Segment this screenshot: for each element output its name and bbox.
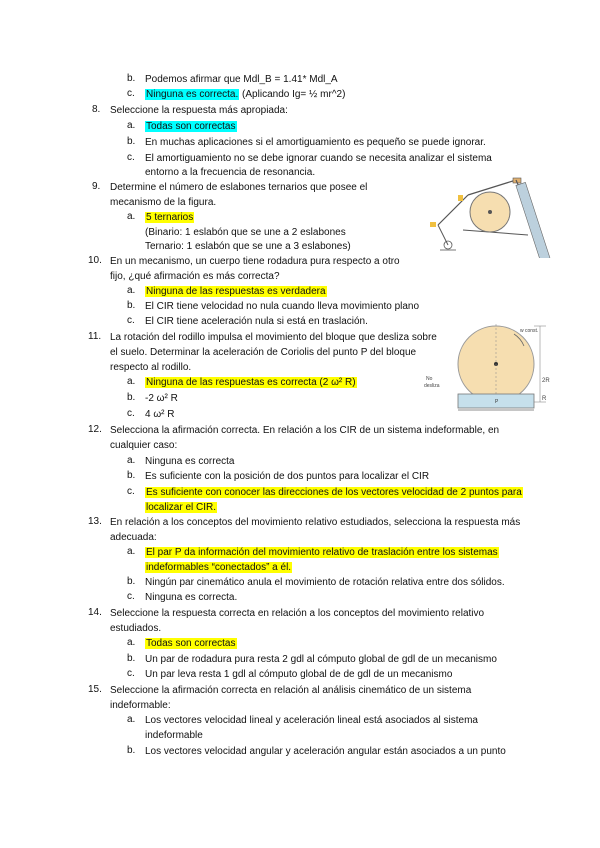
q14-a-highlight: Todas son correctas xyxy=(146,638,236,649)
q8-option-c-line1: El amortiguamiento no se debe ignorar cuando se necesita analizar el sistema xyxy=(145,153,492,164)
q14-option-c: Un par leva resta 1 gdl al cómputo global de de gdl de un mecanismo xyxy=(145,669,453,680)
q11-fig-2r-label: 2R xyxy=(542,378,550,384)
q7-option-c xyxy=(145,88,345,102)
q8-option-c-line2: entorno a la frecuencia de resonancia. xyxy=(145,167,316,178)
q8-option-a xyxy=(145,120,237,134)
q10-c-letter: c. xyxy=(127,315,135,326)
q15-a-letter: a. xyxy=(127,714,136,725)
q12-option-b: Es suficiente con la posición de dos puntos para localizar el CIR xyxy=(145,471,430,482)
q13-b-letter: b. xyxy=(127,576,136,587)
q13-option-b: Ningún par cinemático anula el movimiento de rotación relativa entre dos sólidos. xyxy=(145,577,505,588)
q10-option-c: El CIR tiene aceleración nula si está en traslación. xyxy=(145,316,368,327)
q9-a-letter: a. xyxy=(127,211,136,222)
q10-a-highlight: Ninguna de las respuestas es verdadera xyxy=(146,286,326,297)
q15-b-letter: b. xyxy=(127,745,136,756)
q12-c-highlight-2: localizar el CIR. xyxy=(146,502,217,513)
q12-option-c-line1 xyxy=(145,486,523,500)
q8-option-b: En muchas aplicaciones si el amortiguamiento es pequeño se puede ignorar. xyxy=(145,137,486,148)
q11-option-c: 4 ω² R xyxy=(145,409,175,420)
q12-c-letter: c. xyxy=(127,486,135,497)
q9-stem-line2: mecanismo de la figura. xyxy=(110,197,217,208)
q13-option-a-line1 xyxy=(145,546,499,560)
q13-number: 13. xyxy=(88,516,102,527)
q12-number: 12. xyxy=(88,424,102,435)
q10-stem-line1: En un mecanismo, un cuerpo tiene rodadura pura respecto a otro xyxy=(110,256,400,267)
q7-c-letter: c. xyxy=(127,88,135,99)
q11-b-letter: b. xyxy=(127,392,136,403)
q12-c-highlight-1: Es suficiente con conocer las direcciones de los vectores velocidad de 2 puntos para xyxy=(146,487,522,498)
q11-stem-line2: el suelo. Determinar la aceleración de Coriolis del punto P del bloque xyxy=(110,347,417,358)
q15-option-a-line1: Los vectores velocidad lineal y aceleración lineal está asociados al sistema xyxy=(145,715,478,726)
q11-option-b: -2 ω² R xyxy=(145,393,178,404)
q7-option-b: Podemos afirmar que Mdl_B = 1.41* Mdl_A xyxy=(145,74,338,85)
q9-stem-line1: Determine el número de eslabones ternarios que posee el xyxy=(110,182,368,193)
q11-a-highlight: Ninguna de las respuestas es correcta (2 ω² R) xyxy=(146,377,356,388)
q13-c-letter: c. xyxy=(127,591,135,602)
q8-b-letter: b. xyxy=(127,136,136,147)
q14-number: 14. xyxy=(88,607,102,618)
q11-fig-p-label: P xyxy=(495,399,499,405)
q11-c-letter: c. xyxy=(127,408,135,419)
q11-roller-figure xyxy=(422,320,552,415)
q14-stem-line2: estudiados. xyxy=(110,623,162,634)
q9-option-a xyxy=(145,211,194,225)
q10-option-b: El CIR tiene velocidad no nula cuando lleva movimiento plano xyxy=(145,301,420,312)
q12-option-c-line2 xyxy=(145,501,217,515)
q11-number: 11. xyxy=(88,331,102,342)
q11-stem-line3: respecto al rodillo. xyxy=(110,362,192,373)
q7-b-letter: b. xyxy=(127,73,136,84)
q8-c-letter: c. xyxy=(127,152,135,163)
q7-c-highlight: Ninguna es correcta. xyxy=(146,89,239,100)
q9-note-line2: Ternario: 1 eslabón que se une a 3 eslabones) xyxy=(145,241,351,252)
q11-a-letter: a. xyxy=(127,376,136,387)
q13-stem-line1: En relación a los conceptos del movimiento relativo estudiados, selecciona la respuesta más xyxy=(110,517,521,528)
q8-stem: Seleccione la respuesta más apropiada: xyxy=(110,105,288,116)
q11-option-a xyxy=(145,376,357,390)
q11-stem-line1: La rotación del rodillo impulsa el movimiento del bloque que desliza sobre xyxy=(110,332,437,343)
q8-a-letter: a. xyxy=(127,120,136,131)
q11-fig-desliza-label: desliza xyxy=(424,383,440,389)
q15-stem-line2: indeformable: xyxy=(110,700,171,711)
q12-stem-line2: cualquier caso: xyxy=(110,440,178,451)
q10-b-letter: b. xyxy=(127,300,136,311)
q10-option-a xyxy=(145,285,327,299)
q13-option-c: Ninguna es correcta. xyxy=(145,592,238,603)
q8-a-highlight: Todas son correctas xyxy=(146,121,236,132)
q14-option-a xyxy=(145,637,237,651)
q15-option-a-line2: indeformable xyxy=(145,730,203,741)
q10-stem-line2: fijo, ¿qué afirmación es más correcta? xyxy=(110,271,280,282)
q13-a-highlight-1: El par P da información del movimiento relativo de traslación entre los sistemas xyxy=(146,547,498,558)
q15-stem-line1: Seleccione la afirmación correcta en relación al análisis cinemático de un sistema xyxy=(110,685,472,696)
q13-a-letter: a. xyxy=(127,546,136,557)
q9-mechanism-figure xyxy=(418,170,553,258)
q9-note-line1: (Binario: 1 eslabón que se une a 2 eslabones xyxy=(145,227,346,238)
q10-number: 10. xyxy=(88,255,102,266)
q14-a-letter: a. xyxy=(127,637,136,648)
q12-b-letter: b. xyxy=(127,470,136,481)
q14-b-letter: b. xyxy=(127,653,136,664)
q12-a-letter: a. xyxy=(127,455,136,466)
q14-option-b: Un par de rodadura pura resta 2 gdl al cómputo global de gdl de un mecanismo xyxy=(145,654,497,665)
q11-fig-no-label: No xyxy=(426,376,433,382)
q11-fig-r-label: R xyxy=(542,396,547,402)
q7-c-rest: (Aplicando Ig= ½ mr^2) xyxy=(239,89,346,100)
q13-a-highlight-2: indeformables “conectados” a él. xyxy=(146,562,292,573)
q12-option-a: Ninguna es correcta xyxy=(145,456,235,467)
q10-a-letter: a. xyxy=(127,285,136,296)
q12-stem-line1: Selecciona la afirmación correcta. En relación a los CIR de un sistema indeformable, en xyxy=(110,425,500,436)
q14-stem-line1: Seleccione la respuesta correcta en relación a los conceptos del movimiento relativo xyxy=(110,608,485,619)
q8-number: 8. xyxy=(92,104,101,115)
q9-a-highlight: 5 ternarios xyxy=(146,212,194,223)
q15-number: 15. xyxy=(88,684,102,695)
q15-option-b: Los vectores velocidad angular y aceleración angular están asociados a un punto xyxy=(145,746,506,757)
q14-c-letter: c. xyxy=(127,668,135,679)
q13-stem-line2: adecuada: xyxy=(110,532,157,543)
q13-option-a-line2 xyxy=(145,561,292,575)
q9-number: 9. xyxy=(92,181,101,192)
q11-fig-w-label: w const. xyxy=(520,328,539,334)
